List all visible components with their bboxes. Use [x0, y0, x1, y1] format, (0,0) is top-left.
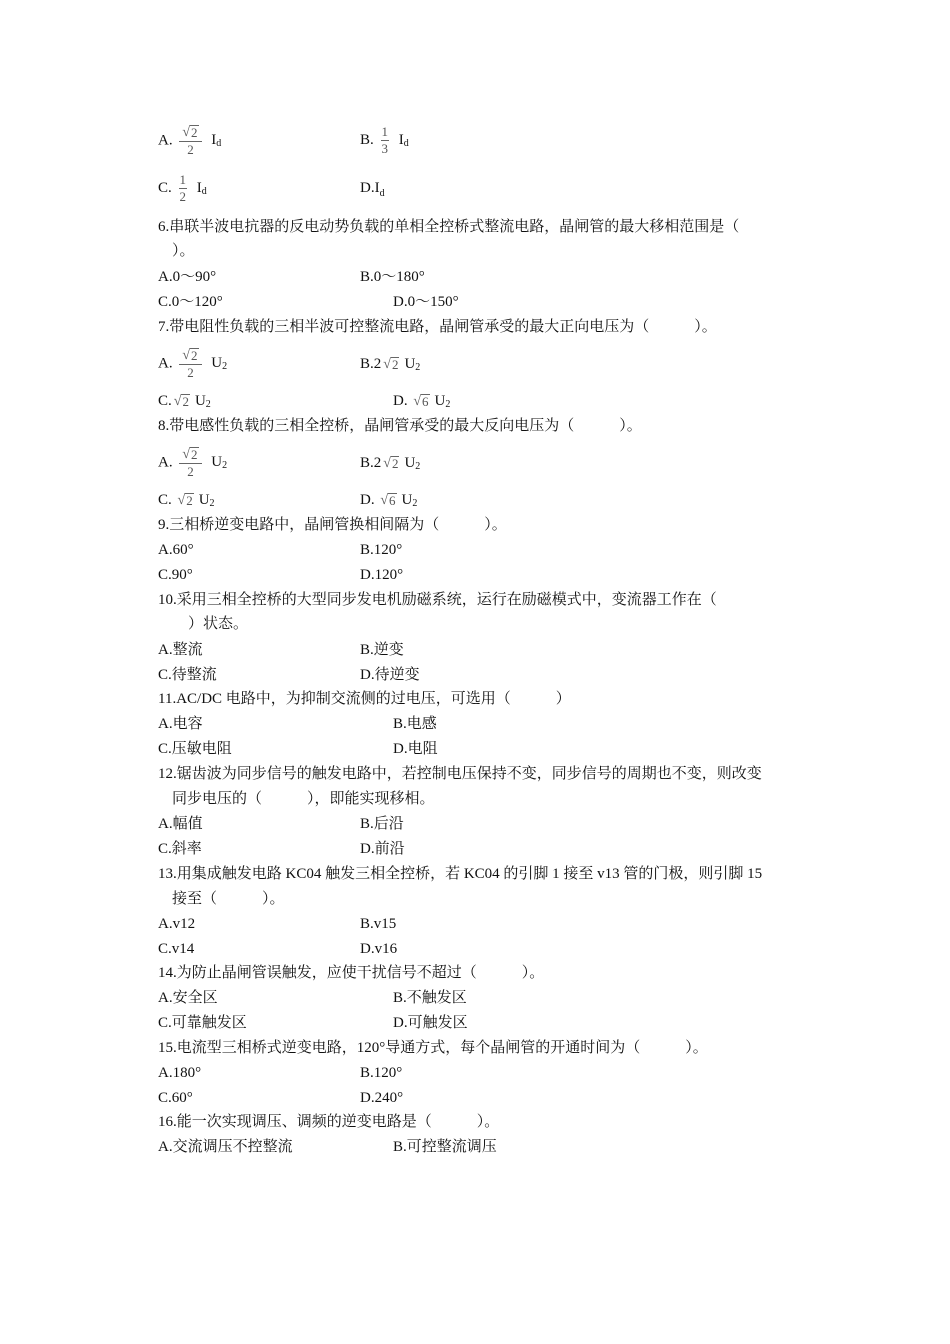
q8-stem: 8.带电感性负载的三相全控桥，晶闸管承受的最大反向电压为（ ）。: [158, 418, 642, 434]
variable: $I_d$: [196, 179, 207, 197]
q5-option-b: [360, 124, 409, 157]
variable: $U_2$: [401, 492, 418, 509]
q11-stem: 11.AC/DC 电路中，为抑制交流侧的过电压，可选用（ ）: [158, 691, 571, 707]
q13-option-c: C.v14: [158, 941, 195, 957]
q6-option-c: C.0～120°: [158, 294, 223, 310]
q13-option-a: A.v12: [158, 916, 196, 932]
q11-option-a: A.电容: [158, 716, 203, 732]
q8-option-d: [360, 490, 417, 514]
q10-option-d: D.待逆变: [360, 667, 420, 683]
q10-stem: 10.采用三相全控桥的大型同步发电机励磁系统，运行在励磁模式中，变流器工作在（: [158, 592, 717, 608]
q6-option-a: A.0～90°: [158, 269, 217, 285]
q8-option-c: [158, 490, 215, 514]
q11-option-c: C.压敏电阻: [158, 741, 232, 757]
variable: $I_d$: [398, 131, 409, 149]
denominator: 2: [187, 142, 194, 157]
q12-option-d: D.前沿: [360, 841, 405, 857]
q13-option-d: D.v16: [360, 941, 398, 957]
q9-stem: 9.三相桥逆变电路中，晶闸管换相间隔为（ ）。: [158, 517, 507, 533]
variable: $U_2$: [434, 393, 451, 410]
q10-option-c: C.待整流: [158, 667, 217, 683]
option-label: D.: [393, 393, 408, 409]
option-label: A.: [158, 355, 173, 372]
q16-stem: 16.能一次实现调压、调频的逆变电路是（ ）。: [158, 1114, 500, 1130]
q16-option-b: B.可控整流调压: [393, 1139, 497, 1155]
sqrt: √ 2: [383, 456, 399, 471]
option-label: A.: [158, 132, 173, 149]
q10-stem-cont: ）状态。: [188, 616, 249, 632]
q6-stem: 6.串联半波电抗器的反电动势负载的单相全控桥式整流电路，晶闸管的最大移相范围是（: [158, 219, 740, 235]
q15-option-c: C.60°: [158, 1090, 193, 1106]
fraction: √ 2 2: [176, 446, 204, 480]
q12-stem-cont: 同步电压的（ ），即能实现移相。: [172, 791, 435, 807]
q13-stem: 13.用集成触发电路 KC04 触发三相全控桥，若 KC04 的引脚 1 接至 v13 管的门极，则引脚 15: [158, 866, 763, 882]
q13-option-b: B.v15: [360, 916, 397, 932]
q14-option-b: B.不触发区: [393, 990, 467, 1006]
option-label: A.: [158, 454, 173, 471]
option-label: B.2: [360, 356, 382, 372]
numerator: 1: [381, 124, 389, 139]
sqrt: √ 6: [413, 394, 429, 409]
option-label: B.2: [360, 455, 382, 471]
q10-option-b: B.逆变: [360, 642, 404, 658]
q8-option-a: [158, 446, 227, 480]
variable: $I_d$: [211, 132, 222, 150]
q12-stem: 12.锯齿波为同步信号的触发电路中，若控制电压保持不变，同步信号的周期也不变，则改变: [158, 766, 762, 782]
q9-option-b: B.120°: [360, 542, 403, 558]
q9-option-d: D.120°: [360, 567, 404, 583]
variable: $U_2$: [211, 454, 228, 472]
fraction: [176, 172, 191, 205]
sqrt: √ 6: [380, 493, 396, 508]
variable: $U_2$: [404, 455, 421, 472]
q9-option-a: A.60°: [158, 542, 194, 558]
variable: $U_2$: [404, 356, 421, 373]
numerator: 2: [191, 447, 198, 462]
numerator: 2: [191, 125, 198, 140]
sqrt: √ 2: [383, 357, 399, 372]
variable: $U_2$: [198, 492, 215, 509]
q7-option-c: [158, 391, 211, 415]
numerator: 2: [191, 348, 198, 363]
q13-stem-cont: 接至（ ）。: [172, 891, 285, 907]
denominator: 3: [381, 141, 389, 156]
q10-option-a: A.整流: [158, 642, 203, 658]
q14-option-d: D.可触发区: [393, 1015, 468, 1031]
option-label: C.: [158, 492, 172, 508]
sqrt: √ 2: [177, 493, 193, 508]
q5-option-c: [158, 172, 207, 205]
q12-option-c: C.斜率: [158, 841, 202, 857]
q14-option-a: A.安全区: [158, 990, 218, 1006]
option-label: D.I: [360, 180, 380, 196]
variable: $U_2$: [211, 355, 228, 373]
q5-option-a: [158, 124, 221, 158]
sqrt: √ 2: [173, 394, 189, 409]
q11-option-b: B.电感: [393, 716, 437, 732]
denominator: 2: [187, 365, 194, 380]
q14-stem: 14.为防止晶闸管误触发，应使干扰信号不超过（ ）。: [158, 965, 545, 981]
option-label: C.: [158, 393, 172, 409]
option-label: D.: [360, 492, 375, 508]
q6-option-d: D.0～150°: [393, 294, 459, 310]
q7-option-b: [360, 354, 420, 378]
denominator: 2: [179, 189, 187, 204]
option-label: B.: [360, 131, 374, 148]
fraction: √ 2 2: [176, 347, 204, 381]
q15-option-d: D.240°: [360, 1090, 404, 1106]
q15-stem: 15.电流型三相桥式逆变电路，120°导通方式，每个晶闸管的开通时间为（ ）。: [158, 1040, 708, 1056]
variable: $U_2$: [194, 393, 211, 410]
q6-stem-cont: ）。: [172, 243, 195, 259]
q12-option-b: B.后沿: [360, 816, 404, 832]
q5-option-d: [360, 178, 385, 204]
q12-option-a: A.幅值: [158, 816, 203, 832]
q9-option-c: C.90°: [158, 567, 193, 583]
fraction: √ 2 2: [176, 124, 204, 158]
q7-stem: 7.带电阻性负载的三相半波可控整流电路，晶闸管承受的最大正向电压为（ ）。: [158, 319, 717, 335]
q15-option-b: B.120°: [360, 1065, 403, 1081]
q8-option-b: [360, 453, 420, 477]
q11-option-d: D.电阻: [393, 741, 438, 757]
q15-option-a: A.180°: [158, 1065, 202, 1081]
q16-option-a: A.交流调压不控整流: [158, 1139, 293, 1155]
q14-option-c: C.可靠触发区: [158, 1015, 247, 1031]
subscript: d: [379, 188, 385, 199]
fraction: [378, 124, 393, 157]
q6-option-b: B.0～180°: [360, 269, 425, 285]
numerator: 1: [179, 172, 187, 187]
option-label: C.: [158, 179, 172, 196]
q7-option-a: [158, 347, 227, 381]
denominator: 2: [187, 464, 194, 479]
q7-option-d: [393, 391, 450, 415]
